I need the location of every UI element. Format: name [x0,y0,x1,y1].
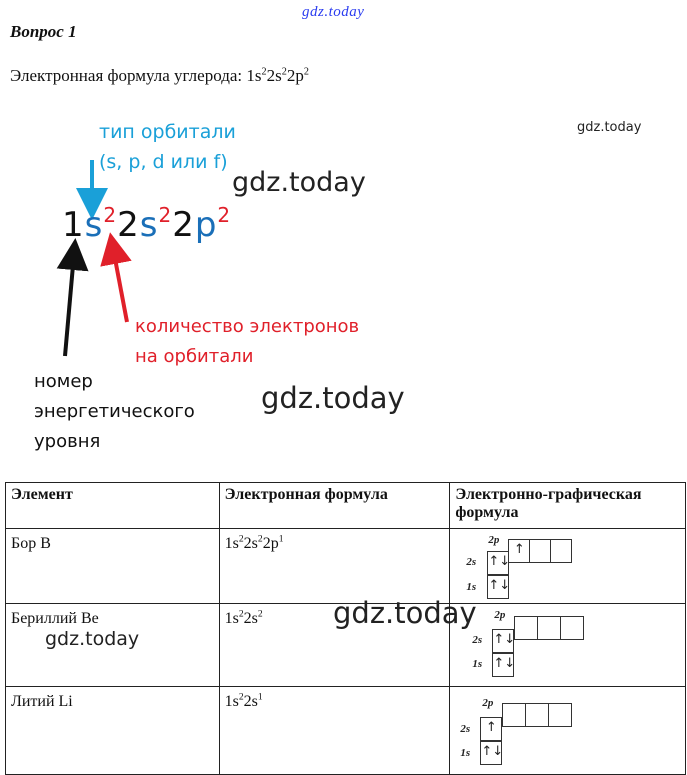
electron-count-arrow [113,248,127,322]
header-element: Элемент [6,483,220,529]
orbital-box-1s: ↑↓ [480,741,502,765]
label-2p: 2p [494,609,506,621]
label-2s: 2s [466,556,477,568]
energy-level-line1: номер [34,371,93,392]
element-name: Бор B [11,535,51,552]
orbital-box-2p-1 [502,703,526,727]
energy-level-label [34,367,195,457]
watermark: gdz.today [261,381,405,415]
orbital-diagram [450,529,686,604]
carbon-formula: $1s^22s^22p^2$ [246,66,309,85]
label-2p: 2p [488,534,500,546]
orbital-diagram [450,604,686,687]
watermark: gdz.today [333,596,477,630]
label-2p: 2p [482,697,494,709]
electron-count-line2: на орбитали [135,346,254,367]
orbital-box-1s: ↑↓ [492,653,514,677]
energy-level-line3: уровня [34,431,101,452]
watermark: gdz.today [577,120,642,135]
table-row [6,529,686,604]
question-title: Вопрос 1 [10,22,77,41]
formula-intro: Электронная формула углерода: [10,66,247,85]
element-name: Литий Li [11,693,73,710]
orbital-type-line2: (s, p, d или f) [99,151,228,173]
electron-formula: $1s^22s^2$ [224,608,263,627]
label-1s: 1s [460,747,471,759]
orbital-box-2p-3 [550,539,572,563]
header-graphic: Электронно-графическая формула [450,483,686,529]
label-2s: 2s [472,634,483,646]
orbital-box-2p-1 [514,616,538,640]
label-1s: 1s [466,581,477,593]
watermark: gdz.today [232,167,366,198]
orbital-box-2s: ↑↓ [492,629,514,653]
site-tag: gdz.today [302,4,365,20]
energy-level-line2: энергетического [34,401,195,422]
label-1s: 1s [472,658,483,670]
big-carbon-formula: $1s^22s^22p^2$ [62,203,232,245]
orbital-box-2s: ↑↓ [487,551,509,575]
orbital-box-2p-3 [560,616,584,640]
electron-count-line1: количество электронов [135,316,360,337]
energy-level-arrow [65,254,74,356]
watermark: gdz.today [45,628,140,650]
table-row [6,687,686,775]
orbital-type-line1: тип орбитали [99,121,236,143]
electron-formula: $1s^22s^22p^1$ [224,533,284,552]
electron-formula: $1s^22s^1$ [224,691,263,710]
orbital-box-2s: ↑ [480,717,502,741]
orbital-box-2p-2 [529,539,551,563]
table-header-row [6,483,686,529]
orbital-box-2p-1: ↑ [508,539,530,563]
label-2s: 2s [460,723,471,735]
electron-count-label [135,312,359,372]
orbital-diagram [450,687,686,775]
orbital-box-2p-2 [525,703,549,727]
orbital-box-2p-3 [548,703,572,727]
element-name: Бериллий Be [11,610,99,627]
header-formula: Электронная формула [219,483,450,529]
orbital-box-2p-2 [537,616,561,640]
orbital-box-1s: ↑↓ [487,575,509,599]
